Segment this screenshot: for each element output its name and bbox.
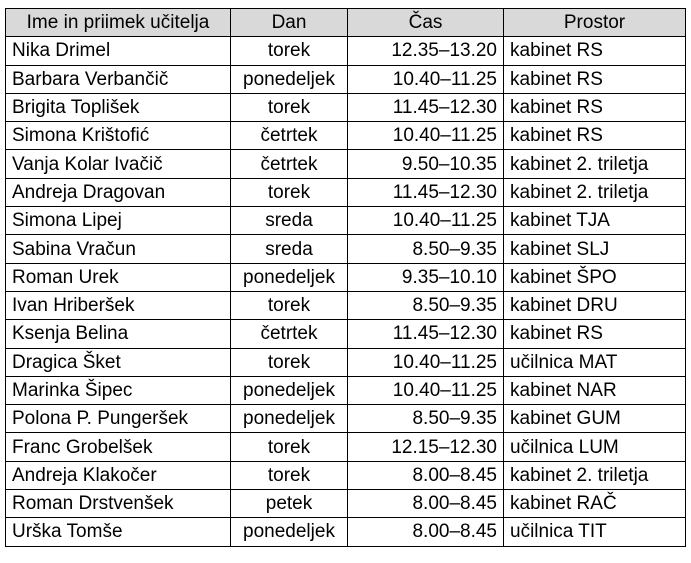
teacher-name: Andreja Dragovan [6,178,231,206]
day-cell: ponedeljek [231,405,348,433]
teacher-name: Sabina Vračun [6,235,231,263]
time-cell: 12.35–13.20 [348,37,504,65]
room-cell: kabinet TJA [504,207,686,235]
day-cell: ponedeljek [231,518,348,546]
room-cell: kabinet RS [504,37,686,65]
teacher-name: Andreja Klakočer [6,461,231,489]
teacher-name: Marinka Šipec [6,376,231,404]
header-time: Čas [348,9,504,37]
time-cell: 8.00–8.45 [348,461,504,489]
room-cell: učilnica LUM [504,433,686,461]
time-cell: 10.40–11.25 [348,207,504,235]
teacher-name: Dragica Šket [6,348,231,376]
day-cell: torek [231,93,348,121]
day-cell: četrtek [231,150,348,178]
room-cell: kabinet RS [504,93,686,121]
time-cell: 11.45–12.30 [348,93,504,121]
teacher-name: Ivan Hriberšek [6,291,231,319]
table-row [6,405,686,433]
room-cell: kabinet GUM [504,405,686,433]
header-day: Dan [231,9,348,37]
teacher-name: Roman Drstvenšek [6,490,231,518]
teacher-schedule-table [5,8,686,547]
time-cell: 10.40–11.25 [348,122,504,150]
day-cell: torek [231,433,348,461]
room-cell: učilnica MAT [504,348,686,376]
table-row [6,263,686,291]
table-row [6,93,686,121]
time-cell: 10.40–11.25 [348,65,504,93]
table-row [6,150,686,178]
time-cell: 12.15–12.30 [348,433,504,461]
room-cell: kabinet NAR [504,376,686,404]
time-cell: 8.50–9.35 [348,291,504,319]
teacher-name: Ksenja Belina [6,320,231,348]
time-cell: 8.00–8.45 [348,490,504,518]
teacher-name: Simona Krištofić [6,122,231,150]
time-cell: 11.45–12.30 [348,178,504,206]
table-row [6,433,686,461]
day-cell: sreda [231,235,348,263]
table-row [6,291,686,319]
time-cell: 10.40–11.25 [348,376,504,404]
table-row [6,320,686,348]
day-cell: torek [231,291,348,319]
time-cell: 10.40–11.25 [348,348,504,376]
time-cell: 8.00–8.45 [348,518,504,546]
header-name: Ime in priimek učitelja [6,9,231,37]
room-cell: kabinet SLJ [504,235,686,263]
table-row [6,207,686,235]
teacher-name: Roman Urek [6,263,231,291]
room-cell: kabinet ŠPO [504,263,686,291]
day-cell: četrtek [231,320,348,348]
table-row [6,490,686,518]
time-cell: 8.50–9.35 [348,235,504,263]
teacher-name: Vanja Kolar Ivačič [6,150,231,178]
day-cell: ponedeljek [231,263,348,291]
teacher-name: Brigita Toplišek [6,93,231,121]
day-cell: četrtek [231,122,348,150]
room-cell: učilnica TIT [504,518,686,546]
day-cell: ponedeljek [231,376,348,404]
room-cell: kabinet 2. triletja [504,178,686,206]
time-cell: 11.45–12.30 [348,320,504,348]
table-row [6,65,686,93]
room-cell: kabinet RS [504,122,686,150]
time-cell: 9.50–10.35 [348,150,504,178]
room-cell: kabinet 2. triletja [504,150,686,178]
day-cell: torek [231,178,348,206]
table-row [6,461,686,489]
day-cell: petek [231,490,348,518]
table-row [6,178,686,206]
day-cell: torek [231,37,348,65]
header-row [6,9,686,37]
room-cell: kabinet RS [504,65,686,93]
table-row [6,122,686,150]
day-cell: torek [231,348,348,376]
teacher-name: Barbara Verbančič [6,65,231,93]
time-cell: 9.35–10.10 [348,263,504,291]
table-row [6,376,686,404]
teacher-name: Simona Lipej [6,207,231,235]
room-cell: kabinet DRU [504,291,686,319]
room-cell: kabinet RS [504,320,686,348]
table-row [6,348,686,376]
room-cell: kabinet 2. triletja [504,461,686,489]
teacher-name: Franc Grobelšek [6,433,231,461]
time-cell: 8.50–9.35 [348,405,504,433]
header-room: Prostor [504,9,686,37]
teacher-name: Urška Tomše [6,518,231,546]
room-cell: kabinet RAČ [504,490,686,518]
teacher-name: Nika Drimel [6,37,231,65]
teacher-name: Polona P. Pungeršek [6,405,231,433]
day-cell: ponedeljek [231,65,348,93]
table-row [6,518,686,546]
table-body [6,37,686,546]
table-header [6,9,686,37]
table-row [6,37,686,65]
table-row [6,235,686,263]
day-cell: sreda [231,207,348,235]
day-cell: torek [231,461,348,489]
